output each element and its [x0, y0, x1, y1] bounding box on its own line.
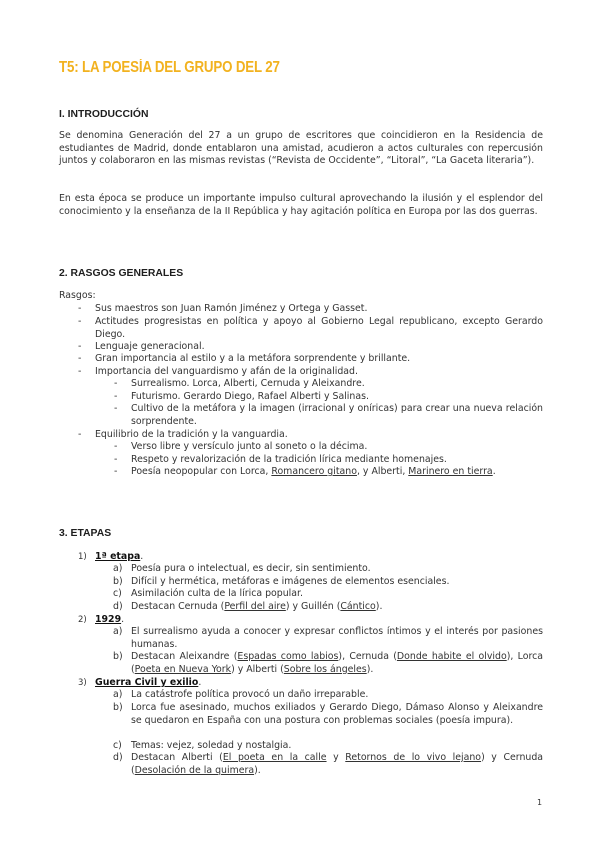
stage-title: 1ª etapa. [95, 551, 144, 562]
vanguard-subitem: Cultivo de la metáfora y la imagen (irracional y oníricas) para crear una nueva relación sorprendente. [131, 403, 543, 427]
stage-number: 1) [78, 552, 87, 562]
book-title: Espadas como labios [237, 651, 339, 662]
book-title: Romancero gitano [271, 466, 357, 477]
tradition-subitem: Respeto y revalorización de la tradición lírica mediante homenajes. [131, 454, 447, 465]
book-title: Sobre los ángeles [283, 663, 367, 675]
document-title: T5: LA POESÍA DEL GRUPO DEL 27 [59, 59, 280, 76]
letter-marker: b) [113, 651, 123, 662]
stage-point: Difícil y hermética, metáforas e imágenes de elementos esenciales. [131, 576, 450, 587]
vanguard-subitem: Surrealismo. Lorca, Alberti, Cernuda y Aleixandre. [131, 378, 365, 389]
book-title: Marinero en tierra [408, 466, 493, 477]
stage-point: El surrealismo ayuda a conocer y expresar conflictos íntimos y el interés por pasiones humanas. [131, 626, 543, 650]
letter-marker: a) [113, 689, 123, 700]
tradition-subitem-neopopular: Poesía neopopular con Lorca, Romancero gitano, y Alberti, Marinero en tierra. [131, 466, 496, 477]
letter-marker: d) [113, 601, 123, 612]
letter-marker: d) [113, 752, 123, 763]
stage-point: Poesía pura o intelectual, es decir, sin sentimiento. [131, 563, 371, 574]
page-number: 1 [537, 798, 543, 807]
letter-marker: c) [113, 740, 122, 751]
book-title: Desolación de la quimera [134, 764, 255, 776]
stage-number: 3) [78, 678, 87, 688]
bullet-dash: - [78, 341, 82, 352]
bullet-dash: - [78, 316, 82, 327]
book-title: Poeta en Nueva York [134, 663, 232, 675]
stage-point: Destacan Aleixandre (Espadas como labios), Cernuda (Donde habite el olvido), Lorca (Poeta en Nueva York) y Alberti (Sobre los ángeles). [131, 651, 544, 675]
book-title: Donde habite el olvido [396, 651, 507, 662]
rasgo-item: Importancia del vanguardismo y afán de la originalidad. [95, 366, 358, 377]
bullet-dash: - [78, 366, 82, 377]
bullet-dash: - [78, 353, 82, 364]
sub-bullet-dash: - [114, 454, 118, 465]
stage-title: 1929. [95, 614, 125, 625]
letter-marker: b) [113, 702, 123, 713]
book-title: Retornos de lo vivo lejano [345, 752, 482, 763]
bullet-dash: - [78, 429, 82, 440]
sub-bullet-dash: - [114, 391, 118, 402]
book-title: El poeta en la calle [222, 752, 327, 763]
book-title: Perfil del aire [224, 601, 286, 612]
sub-bullet-dash: - [114, 441, 118, 452]
rasgo-item: Sus maestros son Juan Ramón Jiménez y Ortega y Gasset. [95, 303, 368, 314]
rasgo-item: Lenguaje generacional. [95, 341, 205, 352]
book-title: Cántico [340, 601, 376, 612]
stage-point: Destacan Alberti (El poeta en la calle y Retornos de lo vivo lejano) y Cernuda (Desolación de la quimera). [131, 752, 544, 776]
stage-point: Lorca fue asesinado, muchos exiliados y Gerardo Diego, Dámaso Alonso y Aleixandre se quedaron en España con una postura con problemas sociales (poesía impura). [131, 702, 543, 726]
stage-point: Destacan Cernuda (Perfil del aire) y Guillén (Cántico). [131, 601, 383, 612]
tradition-subitem: Verso libre y versículo junto al soneto o la décima. [131, 441, 368, 452]
rasgo-item: Gran importancia al estilo y a la metáfora sorprendente y brillante. [95, 353, 411, 364]
sub-bullet-dash: - [114, 466, 118, 477]
rasgos-heading: 2. RASGOS GENERALES [59, 268, 184, 279]
sub-bullet-dash: - [114, 378, 118, 389]
rasgos-label: Rasgos: [59, 290, 96, 301]
intro-paragraph-2: En esta época se produce un importante impulso cultural aprovechando la ilusión y el esplendor del conocimiento y la enseñanza de la II República y hay agitación política en Europa por las dos guerras. [59, 193, 543, 217]
letter-marker: a) [113, 563, 123, 574]
stage-point: La catástrofe política provocó un daño irreparable. [131, 689, 369, 700]
letter-marker: a) [113, 626, 123, 637]
rasgo-item: Actitudes progresistas en política y apoyo al Gobierno Legal republicano, excepto Gerardo Diego. [95, 316, 543, 340]
stage-title: Guerra Civil y exilio. [95, 677, 202, 688]
sub-bullet-dash: - [114, 403, 118, 414]
bullet-dash: - [78, 303, 82, 314]
letter-marker: b) [113, 576, 123, 587]
stage-number: 2) [78, 615, 87, 625]
letter-marker: c) [113, 588, 122, 599]
intro-paragraph-1: Se denomina Generación del 27 a un grupo de escritores que coincidieron en la Residencia de estudiantes de Madrid, donde entablaron una amistad, acudieron a actos culturales con repercusión juntos y colaboraron en las mismas revistas (“Revista de Occidente”, “Litoral”, “La Gaceta literaria”). [59, 130, 543, 167]
stage-point: Asimilación culta de la lírica popular. [131, 588, 303, 599]
vanguard-subitem: Futurismo. Gerardo Diego, Rafael Alberti y Salinas. [131, 391, 369, 402]
intro-heading: I. INTRODUCCIÓN [59, 109, 149, 120]
stage-point: Temas: vejez, soledad y nostalgia. [131, 740, 292, 751]
rasgo-item: Equilibrio de la tradición y la vanguardia. [95, 429, 288, 440]
etapas-heading: 3. ETAPAS [59, 528, 112, 539]
